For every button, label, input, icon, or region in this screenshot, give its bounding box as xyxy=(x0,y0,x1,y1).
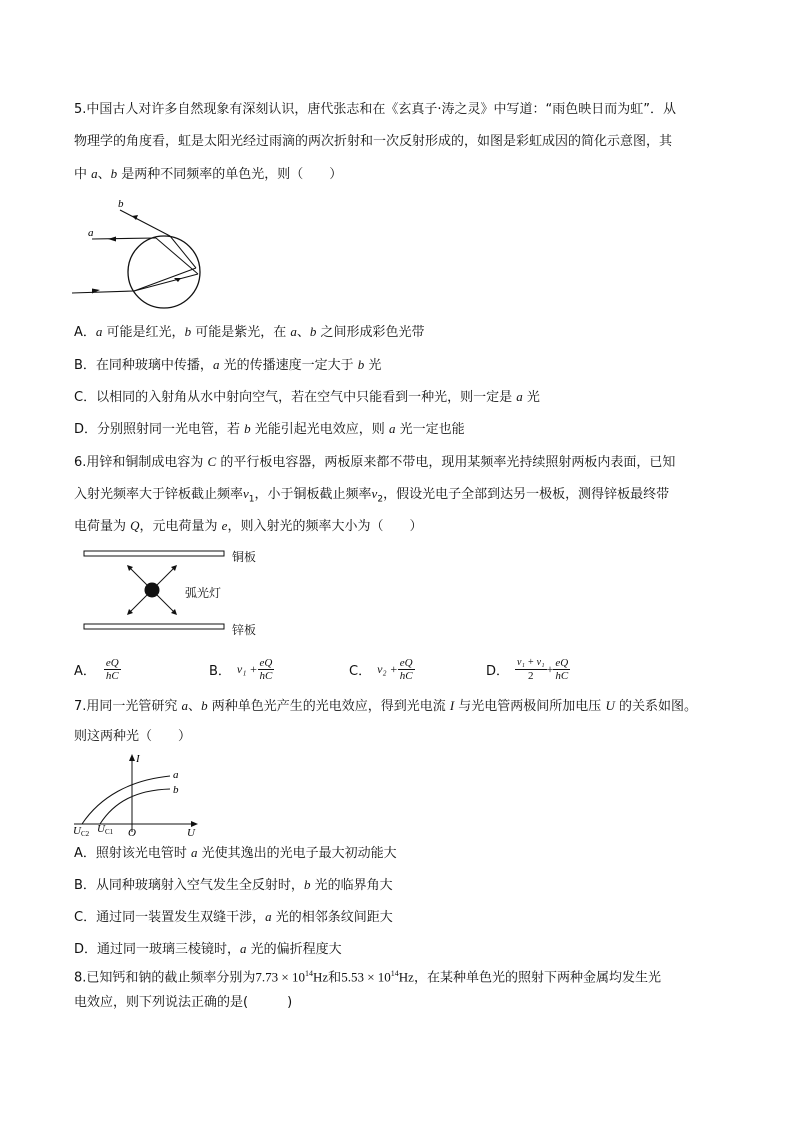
q5-option-a[interactable]: A．a 可能是红光，b 可能是紫光，在 a、b 之间形成彩色光带 xyxy=(74,324,425,340)
q5-line1: 5.中国古人对许多自然现象有深刻认识，唐代张志和在《玄真子·涛之灵》中写道：“雨色映日而为虹”．从 xyxy=(74,102,677,117)
curve-a-label: a xyxy=(173,769,179,781)
q7-option-d[interactable]: D．通过同一玻璃三棱镜时，a 光的偏折程度大 xyxy=(74,941,342,957)
axis-i-label: I xyxy=(136,753,140,765)
curve-b-label: b xyxy=(173,784,179,796)
q6-line1: 6.用锌和铜制成电容为 C 的平行板电容器，两板原来都不带电，现用某频率光持续照射两板内表面，已知 xyxy=(74,454,676,470)
q6-option-c[interactable]: C． ν₂ + $\frac{eQ}{hC}$ xyxy=(349,656,413,682)
q5-option-b[interactable]: B．在同种玻璃中传播，a 光的传播速度一定大于 b 光 xyxy=(74,357,382,373)
rainbow-diagram xyxy=(70,196,210,316)
q6-option-b[interactable]: B． ν₁ + $\frac{eQ}{hC}$ xyxy=(209,656,273,682)
q7-option-c[interactable]: C．通过同一装置发生双缝干涉，a 光的相邻条纹间距大 xyxy=(74,909,393,925)
q8-line2: 电效应，则下列说法正确的是( ) xyxy=(74,995,293,1010)
q7-line1: 7.用同一光管研究 a、b 两种单色光产生的光电效应，得到光电流 I 与光电管两极间所加电压 U 的关系如图。 xyxy=(74,698,697,714)
q8-line1: 8.已知钙和钠的截止频率分别为$7.73 \times 10^{14}Hz$和$5.53 \times 10^{14}Hz$，在某种单色光的照射下两种金属均发生光 xyxy=(74,969,661,986)
label-b: b xyxy=(118,198,124,210)
q6-option-a[interactable]: A． $\frac{eQ}{hC}$ xyxy=(74,656,119,682)
axis-u-label: U xyxy=(187,827,195,836)
q6-option-d[interactable]: D． $\frac{\text{ν₁ + ν₁}}{2}$ + $\frac{eQ}{hC}$ xyxy=(486,656,569,682)
q7-line2: 则这两种光（ ） xyxy=(74,729,192,744)
q6-line2: 入射光频率大于锌板截止频率$\nu_1$，小于铜板截止频率$\nu_2$，假设光电子全部到达另一极板，测得锌板最终带 xyxy=(74,486,670,505)
uc1-label: UC1 xyxy=(97,823,114,836)
q7-option-a[interactable]: A．照射该光电管时 a 光使其逸出的光电子最大初动能大 xyxy=(74,845,397,861)
copper-plate-label: 铜板 xyxy=(232,550,257,564)
arc-lamp-label: 弧光灯 xyxy=(185,586,222,600)
q5-option-d[interactable]: D．分别照射同一光电管，若 b 光能引起光电效应，则 a 光一定也能 xyxy=(74,421,465,437)
q7-option-b[interactable]: B．从同种玻璃射入空气发生全反射时，b 光的临界角大 xyxy=(74,877,393,893)
label-a: a xyxy=(88,227,94,239)
q6-line3: 电荷量为 Q，元电荷量为 e，则入射光的频率大小为（ ） xyxy=(74,518,423,534)
zinc-plate-label: 锌板 xyxy=(232,623,257,637)
q5-line3: 中 a、b 是两种不同频率的单色光，则（ ） xyxy=(74,166,343,182)
q5-line2: 物理学的角度看，虹是太阳光经过雨滴的两次折射和一次反射形成的，如图是彩虹成因的简化示意图，其 xyxy=(74,134,673,149)
origin-label: O xyxy=(128,827,136,836)
uc2-label: UC2 xyxy=(73,825,90,836)
q6-options xyxy=(74,652,734,686)
iv-graph xyxy=(70,752,210,836)
q5-option-c[interactable]: C．以相同的入射角从水中射向空气，若在空气中只能看到一种光，则一定是 a 光 xyxy=(74,389,540,405)
